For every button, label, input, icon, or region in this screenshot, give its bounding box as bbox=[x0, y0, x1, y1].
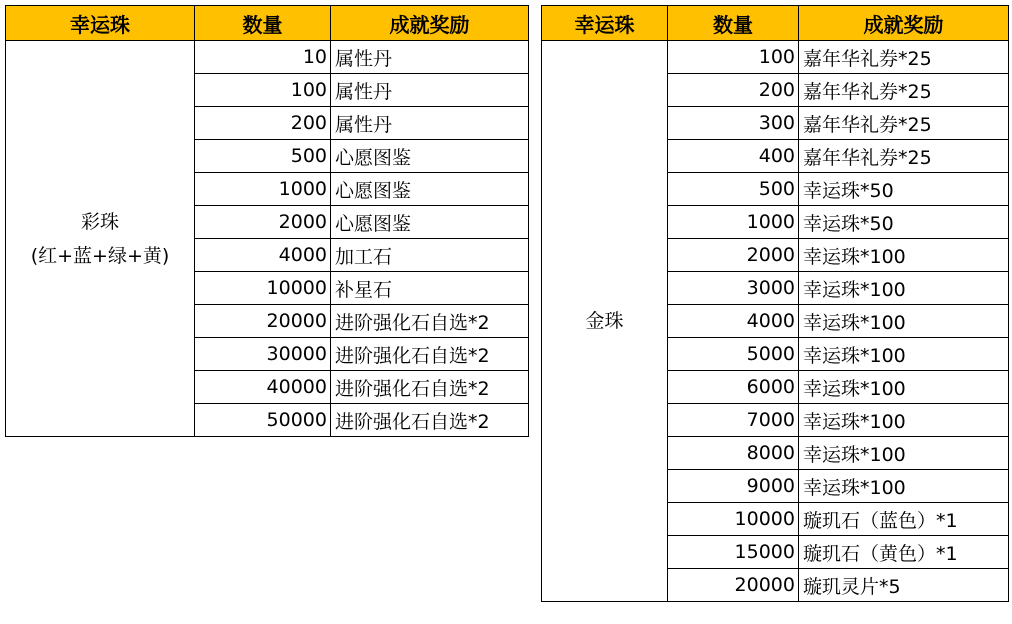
header-row bbox=[542, 6, 1009, 41]
reward-cell: 属性丹 bbox=[331, 107, 529, 140]
count-cell: 9000 bbox=[668, 470, 799, 503]
count-cell: 15000 bbox=[668, 536, 799, 569]
count-cell: 300 bbox=[668, 107, 799, 140]
table-row bbox=[542, 41, 1009, 74]
count-cell: 1000 bbox=[195, 173, 331, 206]
header-bead: 幸运珠 bbox=[6, 6, 195, 41]
count-cell: 100 bbox=[668, 41, 799, 74]
count-cell: 40000 bbox=[195, 371, 331, 404]
count-cell: 10000 bbox=[668, 503, 799, 536]
reward-cell: 心愿图鉴 bbox=[331, 140, 529, 173]
reward-cell: 幸运珠*100 bbox=[799, 371, 1009, 404]
header-count: 数量 bbox=[668, 6, 799, 41]
bead-type-name: 彩珠 bbox=[80, 210, 119, 233]
count-cell: 10 bbox=[195, 41, 331, 74]
reward-cell: 璇玑灵片*5 bbox=[799, 569, 1009, 602]
bead-type-cell bbox=[6, 41, 195, 437]
count-cell: 200 bbox=[668, 74, 799, 107]
reward-cell: 嘉年华礼券*25 bbox=[799, 41, 1009, 74]
count-cell: 4000 bbox=[195, 239, 331, 272]
bead-type-cell bbox=[542, 41, 668, 602]
reward-cell: 进阶强化石自选*2 bbox=[331, 338, 529, 371]
reward-cell: 幸运珠*100 bbox=[799, 470, 1009, 503]
bead-type-name: 金珠 bbox=[585, 310, 624, 332]
count-cell: 5000 bbox=[668, 338, 799, 371]
count-cell: 20000 bbox=[668, 569, 799, 602]
reward-cell: 心愿图鉴 bbox=[331, 173, 529, 206]
count-cell: 500 bbox=[195, 140, 331, 173]
count-cell: 100 bbox=[195, 74, 331, 107]
count-cell: 20000 bbox=[195, 305, 331, 338]
reward-cell: 嘉年华礼券*25 bbox=[799, 74, 1009, 107]
reward-cell: 幸运珠*50 bbox=[799, 206, 1009, 239]
count-cell: 2000 bbox=[195, 206, 331, 239]
count-cell: 1000 bbox=[668, 206, 799, 239]
count-cell: 200 bbox=[195, 107, 331, 140]
reward-cell: 幸运珠*100 bbox=[799, 305, 1009, 338]
gold-bead-reward-table bbox=[541, 5, 1009, 602]
count-cell: 500 bbox=[668, 173, 799, 206]
count-cell: 2000 bbox=[668, 239, 799, 272]
reward-cell: 心愿图鉴 bbox=[331, 206, 529, 239]
reward-cell: 嘉年华礼券*25 bbox=[799, 107, 1009, 140]
count-cell: 8000 bbox=[668, 437, 799, 470]
reward-cell: 属性丹 bbox=[331, 41, 529, 74]
header-reward: 成就奖励 bbox=[799, 6, 1009, 41]
count-cell: 7000 bbox=[668, 404, 799, 437]
count-cell: 400 bbox=[668, 140, 799, 173]
reward-cell: 幸运珠*100 bbox=[799, 404, 1009, 437]
reward-cell: 进阶强化石自选*2 bbox=[331, 305, 529, 338]
reward-cell: 幸运珠*50 bbox=[799, 173, 1009, 206]
reward-cell: 进阶强化石自选*2 bbox=[331, 371, 529, 404]
reward-cell: 加工石 bbox=[331, 239, 529, 272]
reward-cell: 幸运珠*100 bbox=[799, 338, 1009, 371]
reward-cell: 璇玑石（蓝色）*1 bbox=[799, 503, 1009, 536]
reward-cell: 璇玑石（黄色）*1 bbox=[799, 536, 1009, 569]
count-cell: 4000 bbox=[668, 305, 799, 338]
header-count: 数量 bbox=[195, 6, 331, 41]
bead-type-colors: (红+蓝+绿+黄) bbox=[30, 244, 170, 267]
reward-cell: 进阶强化石自选*2 bbox=[331, 404, 529, 437]
count-cell: 10000 bbox=[195, 272, 331, 305]
reward-cell: 幸运珠*100 bbox=[799, 272, 1009, 305]
reward-cell: 幸运珠*100 bbox=[799, 437, 1009, 470]
table-row bbox=[6, 41, 529, 74]
reward-cell: 补星石 bbox=[331, 272, 529, 305]
reward-cell: 属性丹 bbox=[331, 74, 529, 107]
header-reward: 成就奖励 bbox=[331, 6, 529, 41]
reward-cell: 嘉年华礼券*25 bbox=[799, 140, 1009, 173]
count-cell: 3000 bbox=[668, 272, 799, 305]
rainbow-bead-reward-table bbox=[5, 5, 529, 437]
count-cell: 30000 bbox=[195, 338, 331, 371]
count-cell: 6000 bbox=[668, 371, 799, 404]
reward-cell: 幸运珠*100 bbox=[799, 239, 1009, 272]
header-row bbox=[6, 6, 529, 41]
header-bead: 幸运珠 bbox=[542, 6, 668, 41]
count-cell: 50000 bbox=[195, 404, 331, 437]
